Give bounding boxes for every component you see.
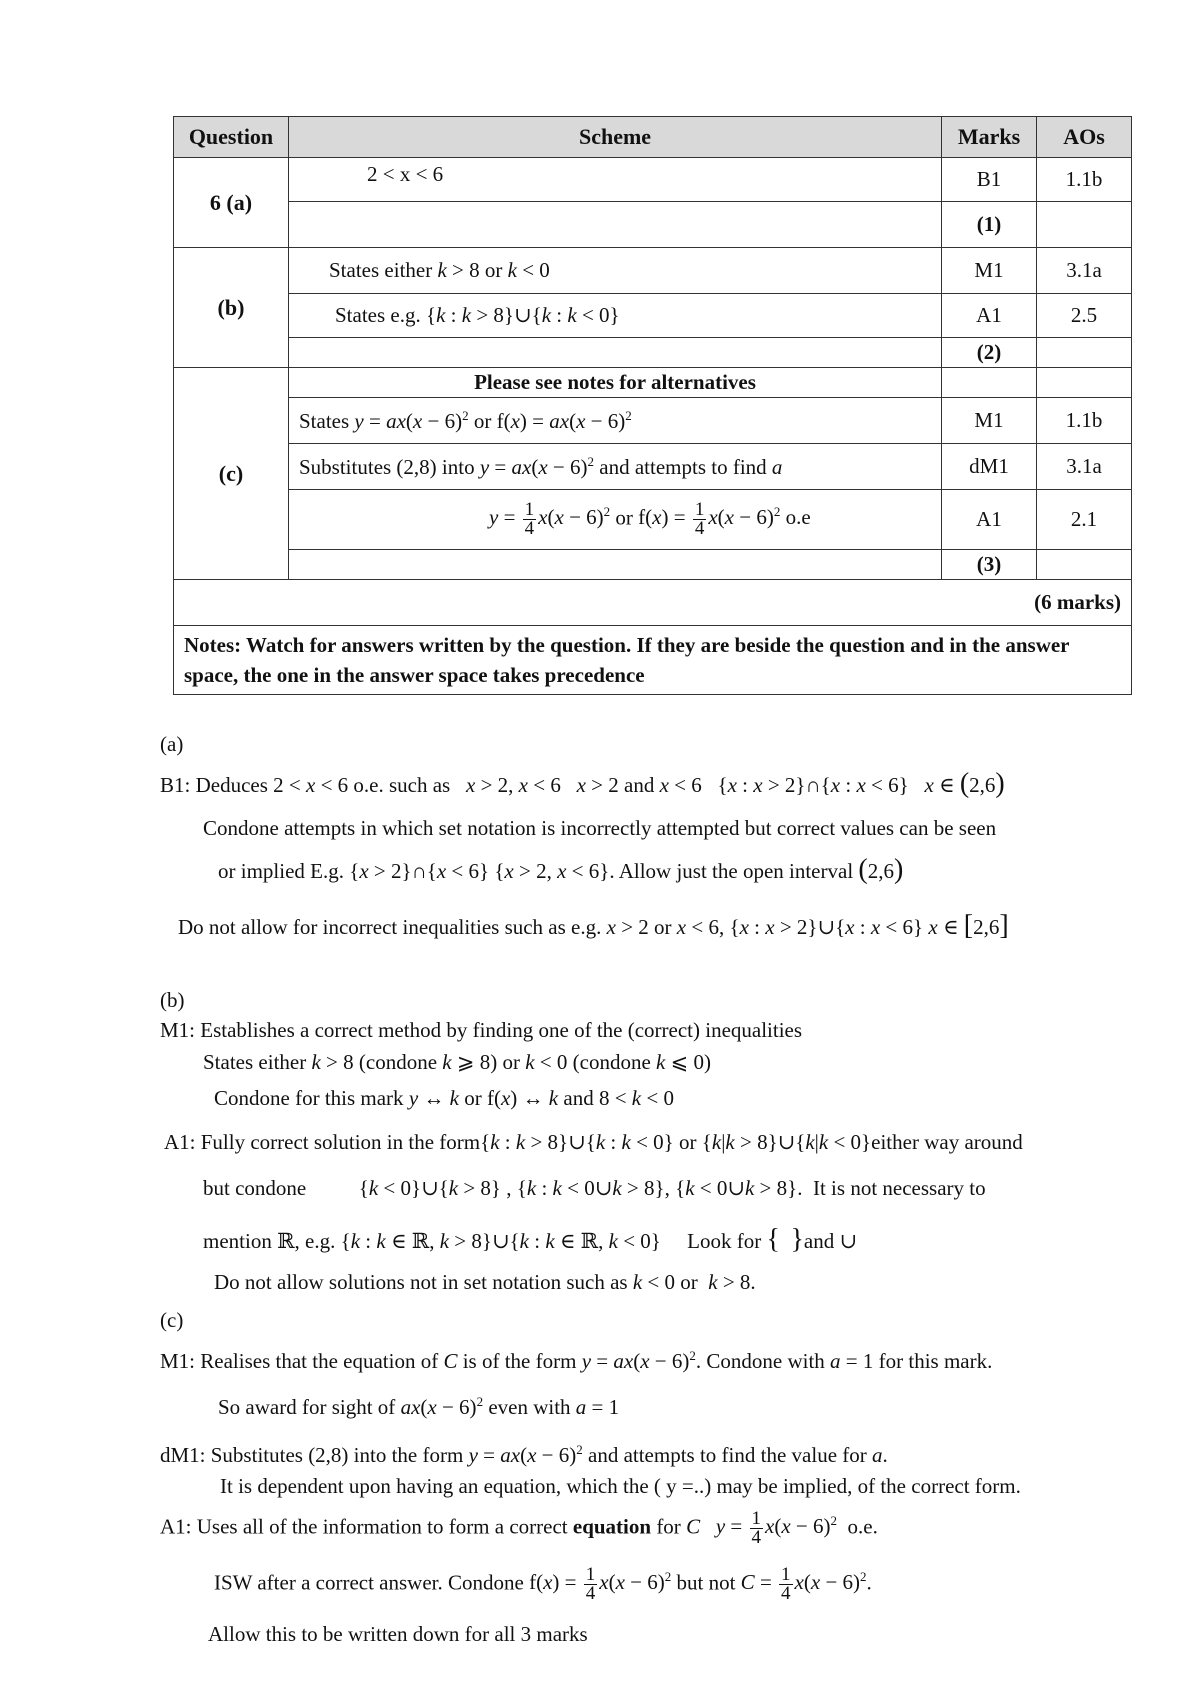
ao-6a: 1.1b [1037,158,1132,202]
question-6a-label: 6 (a) [174,158,289,248]
header-marks: Marks [942,117,1037,158]
header-scheme: Scheme [289,117,942,158]
total-6c: (3) [942,550,1037,580]
notes-c-m1: M1: Realises that the equation of C is of the form $y = ax(x - 6)^2$. Condone with a = 1 for this mark. [160,1348,993,1373]
header-question: Question [174,117,289,158]
notes-a-condone-2: or implied E.g. {x > 2}∩{x < 6} {x > 2, x < 6}. Allow just the open interval (2,6) [218,854,904,885]
notes-b-but-condone: but condone {k < 0}∪{k > 8} , {k : k < 0∪k > 8}, {k < 0∪k > 8}. It is not necessary to [203,1176,986,1200]
ao-6c-row1: 1.1b [1037,398,1132,444]
ao-6b-row2: 2.5 [1037,294,1132,338]
mark-6a: B1 [942,158,1037,202]
total-marks: (6 marks) [174,580,1132,626]
mark-6c-row1: M1 [942,398,1037,444]
scheme-6c-row1: States $y = ax(x - 6)^2$ or $f(x) = ax(x - 6)^2$ [289,398,942,444]
notes-c-dependent: It is dependent upon having an equation, which the ( y =..) may be implied, of the correct form. [220,1474,1021,1498]
notes-b-states-either: States either k > 8 (condone k ⩾ 8) or k < 0 (condone k ⩽ 0) [203,1050,711,1074]
notes-a-do-not-allow: Do not allow for incorrect inequalities such as e.g. x > 2 or x < 6, {x : x > 2}∪{x : x < 6} x ∈ [2,6] [178,910,1009,941]
notes-a-b1: B1: Deduces 2 < x < 6 o.e. such as x > 2, x < 6 x > 2 and x < 6 {x : x > 2}∩{x : x < 6} x ∈ (2,6) [160,768,1005,799]
mark-6b-row2: A1 [942,294,1037,338]
notes-c-heading: (c) [160,1308,184,1332]
notes-b-do-not-allow: Do not allow solutions not in set notation such as k < 0 or k > 8. [214,1270,756,1294]
question-6b-label: (b) [174,248,289,368]
total-6b: (2) [942,338,1037,368]
table-notes: Notes: Watch for answers written by the question. If they are beside the question and in the answer space, the one in the answer space takes precedence [174,626,1132,695]
notes-b-condone: Condone for this mark y ↔ k or f(x) ↔ k and 8 < k < 0 [214,1086,674,1110]
header-aos: AOs [1037,117,1132,158]
notes-a-condone-1: Condone attempts in which set notation is incorrectly attempted but correct values can be seen [203,816,997,840]
notes-c-a1: A1: Uses all of the information to form a correct equation for C y = $\frac{1}{4}$ $x(x - 6)^2$ o.e. [160,1508,878,1548]
scheme-6b-row1: States either k > 8 or k < 0 [289,248,942,294]
notes-a-heading: (a) [160,732,184,756]
total-6a: (1) [942,202,1037,248]
notes-b-m1: M1: Establishes a correct method by finding one of the (correct) inequalities [160,1018,803,1042]
scheme-6c-row2: Substitutes (2,8) into $y = ax(x - 6)^2$ and attempts to find a [289,444,942,490]
ao-6c-row2: 3.1a [1037,444,1132,490]
ao-6c-row3: 2.1 [1037,490,1132,550]
notes-b-mention: mention ℝ, e.g. {k : k ∈ ℝ, k > 8}∪{k : k ∈ ℝ, k < 0} Look for { }and ∪ [203,1224,858,1255]
notes-c-allow: Allow this to be written down for all 3 marks [208,1622,588,1646]
notes-b-a1: A1: Fully correct solution in the form{k : k > 8}∪{k : k < 0} or {k|k > 8}∪{k|k < 0}either way around [164,1130,1023,1154]
notes-c-dm1: dM1: Substitutes (2,8) into the form $y = ax(x - 6)^2$ and attempts to find the value for a. [160,1442,888,1467]
mark-6c-row2: dM1 [942,444,1037,490]
notes-c-so-award: So award for sight of $ax(x - 6)^2$ even with a = 1 [218,1394,620,1419]
scheme-6c-row3: y = $\frac{1}{4}$ $x(x - 6)^2$ or f(x) = $\frac{1}{4}$ $x(x - 6)^2$ o.e [289,490,942,550]
question-6c-label: (c) [174,368,289,580]
scheme-6a: 2 < x < 6 [289,158,942,202]
notes-c-isw: ISW after a correct answer. Condone f(x) = $\frac{1}{4}$ $x(x - 6)^2$ but not C = $\frac{1}{4}$ $x(x - 6)^2$. [214,1564,872,1604]
notes-b-heading: (b) [160,988,185,1012]
scheme-6c-header: Please see notes for alternatives [289,368,942,398]
ao-6b-row1: 3.1a [1037,248,1132,294]
mark-6b-row1: M1 [942,248,1037,294]
mark-6c-row3: A1 [942,490,1037,550]
mark-scheme-table [173,116,1132,695]
scheme-6b-row2: States e.g. {k : k > 8}∪{k : k < 0} [289,294,942,338]
